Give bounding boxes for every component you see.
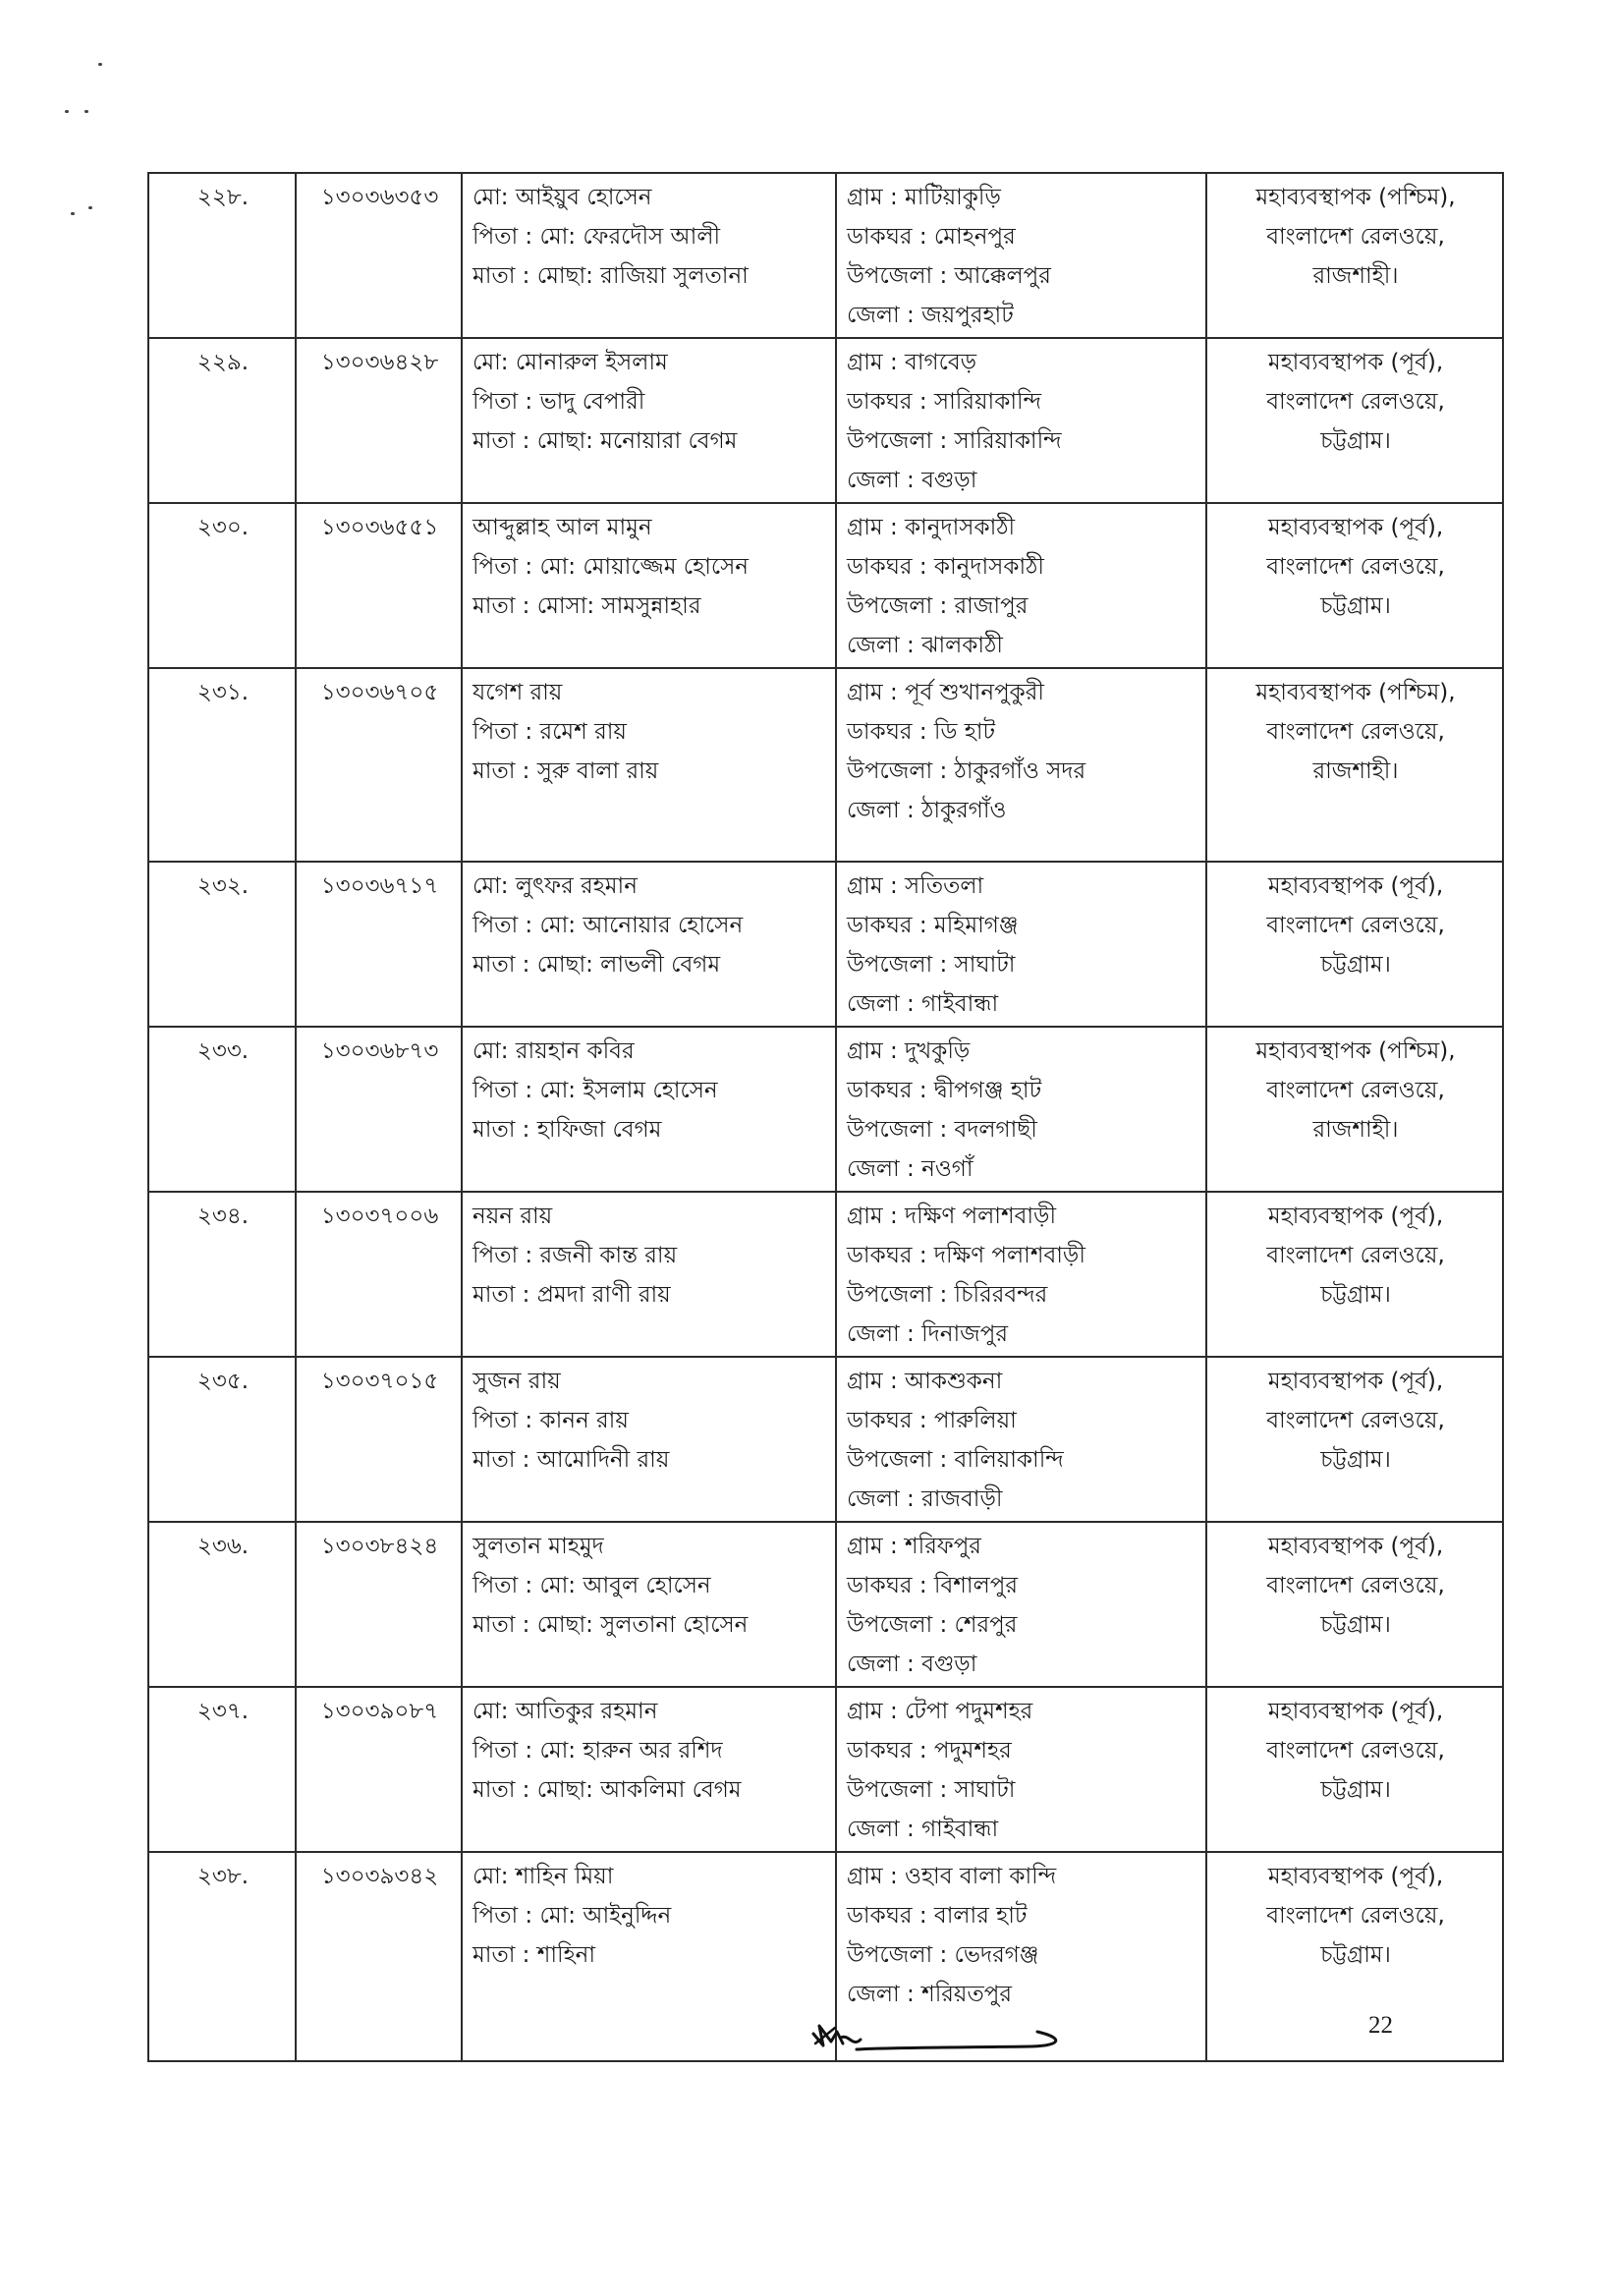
district: জেলা : রাজবাড়ী bbox=[847, 1486, 1003, 1512]
roll-number: ১৩০৩৬৮৭৩ bbox=[296, 1027, 462, 1192]
serial-number: ২৩৩. bbox=[148, 1027, 296, 1192]
office-title: মহাব্যবস্থাপক (পূর্ব), bbox=[1267, 1864, 1444, 1889]
posting-office bbox=[1206, 338, 1503, 503]
village: গ্রাম : টেপা পদুমশহর bbox=[847, 1699, 1033, 1724]
candidate-name: মো: মোনারুল ইসলাম bbox=[473, 350, 668, 375]
father-name: পিতা : মো: ইসলাম হোসেন bbox=[473, 1078, 718, 1103]
address bbox=[836, 1522, 1206, 1687]
table-row bbox=[148, 1192, 1503, 1357]
office-title: মহাব্যবস্থাপক (পূর্ব), bbox=[1267, 1369, 1444, 1394]
candidate-name: মো: আইয়ুব হোসেন bbox=[473, 185, 652, 210]
candidate-info bbox=[462, 862, 836, 1027]
district: জেলা : জয়পুরহাট bbox=[847, 303, 1014, 328]
office-org: বাংলাদেশ রেলওয়ে, bbox=[1266, 1738, 1445, 1764]
father-name: পিতা : রজনী কান্ত রায় bbox=[473, 1243, 678, 1268]
candidate-info bbox=[462, 668, 836, 862]
table-body bbox=[148, 173, 1503, 2061]
scan-speck bbox=[98, 63, 102, 66]
scan-speck bbox=[84, 110, 88, 113]
roll-number: ১৩০৩৬৩৫৩ bbox=[296, 173, 462, 338]
office-city: চট্টগ্রাম। bbox=[1320, 428, 1391, 454]
office-title: মহাব্যবস্থাপক (পশ্চিম), bbox=[1255, 185, 1456, 210]
candidate-info bbox=[462, 1027, 836, 1192]
roll-number: ১৩০৩৬৪২৮ bbox=[296, 338, 462, 503]
office-org: বাংলাদেশ রেলওয়ে, bbox=[1266, 224, 1445, 250]
candidate-name: মো: রায়হান কবির bbox=[473, 1038, 635, 1064]
district: জেলা : গাইবান্ধা bbox=[847, 991, 999, 1017]
post-office: ডাকঘর : পদুমশহর bbox=[847, 1738, 1012, 1764]
mother-name: মাতা : মোছা: মনোয়ারা বেগম bbox=[473, 428, 738, 454]
posting-office bbox=[1206, 1852, 1503, 2061]
candidate-name: মো: শাহিন মিয়া bbox=[473, 1864, 614, 1889]
candidate-info bbox=[462, 1357, 836, 1522]
roll-number: ১৩০৩৬৭০৫ bbox=[296, 668, 462, 862]
upazila: উপজেলা : সাঘাটা bbox=[847, 1777, 1016, 1803]
office-city: চট্টগ্রাম। bbox=[1320, 952, 1391, 978]
office-org: বাংলাদেশ রেলওয়ে, bbox=[1266, 389, 1445, 415]
scan-speck bbox=[71, 212, 75, 215]
address bbox=[836, 668, 1206, 862]
serial-number: ২২৯. bbox=[148, 338, 296, 503]
roll-number: ১৩০৩৮৪২৪ bbox=[296, 1522, 462, 1687]
roll-number: ১৩০৩৬৭১৭ bbox=[296, 862, 462, 1027]
district: জেলা : গাইবান্ধা bbox=[847, 1817, 999, 1842]
posting-office bbox=[1206, 862, 1503, 1027]
office-title: মহাব্যবস্থাপক (পূর্ব), bbox=[1267, 1204, 1444, 1229]
candidate-info bbox=[462, 1687, 836, 1852]
roll-number: ১৩০৩৬৫৫১ bbox=[296, 503, 462, 668]
upazila: উপজেলা : বদলগাছী bbox=[847, 1117, 1037, 1143]
post-office: ডাকঘর : দক্ষিণ পলাশবাড়ী bbox=[847, 1243, 1085, 1268]
upazila: উপজেলা : সাঘাটা bbox=[847, 952, 1016, 978]
address bbox=[836, 503, 1206, 668]
mother-name: মাতা : মোছা: রাজিয়া সুলতানা bbox=[473, 263, 749, 289]
mother-name: মাতা : মোছা: আকলিমা বেগম bbox=[473, 1777, 742, 1803]
mother-name: মাতা : সুরু বালা রায় bbox=[473, 758, 659, 784]
post-office: ডাকঘর : সারিয়াকান্দি bbox=[847, 389, 1042, 415]
serial-number: ২৩৫. bbox=[148, 1357, 296, 1522]
village: গ্রাম : কানুদাসকাঠী bbox=[847, 515, 1016, 540]
office-title: মহাব্যবস্থাপক (পশ্চিম), bbox=[1255, 1038, 1456, 1064]
candidate-info bbox=[462, 1852, 836, 2061]
post-office: ডাকঘর : পারুলিয়া bbox=[847, 1408, 1017, 1433]
post-office: ডাকঘর : বালার হাট bbox=[847, 1903, 1028, 1929]
handwritten-signature bbox=[806, 2014, 1071, 2063]
office-city: রাজশাহী। bbox=[1312, 1117, 1399, 1143]
village: গ্রাম : মাটিয়াকুড়ি bbox=[847, 185, 1001, 210]
village: গ্রাম : ওহাব বালা কান্দি bbox=[847, 1864, 1057, 1889]
village: গ্রাম : সতিতলা bbox=[847, 873, 984, 899]
upazila: উপজেলা : ভেদরগঞ্জ bbox=[847, 1942, 1039, 1968]
table-row bbox=[148, 173, 1503, 338]
office-title: মহাব্যবস্থাপক (পূর্ব), bbox=[1267, 1699, 1444, 1724]
office-title: মহাব্যবস্থাপক (পূর্ব), bbox=[1267, 873, 1444, 899]
roll-number: ১৩০৩৭০০৬ bbox=[296, 1192, 462, 1357]
office-org: বাংলাদেশ রেলওয়ে, bbox=[1266, 1903, 1445, 1929]
post-office: ডাকঘর : কানুদাসকাঠী bbox=[847, 554, 1044, 580]
roll-number: ১৩০৩৭০১৫ bbox=[296, 1357, 462, 1522]
serial-number: ২৩৬. bbox=[148, 1522, 296, 1687]
upazila: উপজেলা : চিরিরবন্দর bbox=[847, 1282, 1048, 1308]
address bbox=[836, 338, 1206, 503]
mother-name: মাতা : প্রমদা রাণী রায় bbox=[473, 1282, 671, 1308]
candidate-info bbox=[462, 173, 836, 338]
candidate-name: যগেশ রায় bbox=[473, 680, 563, 705]
father-name: পিতা : মো: হারুন অর রশিদ bbox=[473, 1738, 723, 1764]
serial-number: ২৩১. bbox=[148, 668, 296, 862]
district: জেলা : শরিয়তপুর bbox=[847, 1982, 1012, 2007]
village: গ্রাম : দক্ষিণ পলাশবাড়ী bbox=[847, 1204, 1057, 1229]
posting-office bbox=[1206, 1027, 1503, 1192]
address bbox=[836, 1027, 1206, 1192]
office-org: বাংলাদেশ রেলওয়ে, bbox=[1266, 1408, 1445, 1433]
scan-speck bbox=[88, 206, 92, 209]
district: জেলা : দিনাজপুর bbox=[847, 1321, 1008, 1347]
district: জেলা : নওগাঁ bbox=[847, 1156, 973, 1182]
serial-number: ২৩৭. bbox=[148, 1687, 296, 1852]
posting-office bbox=[1206, 1192, 1503, 1357]
candidate-info bbox=[462, 1192, 836, 1357]
mother-name: মাতা : শাহিনা bbox=[473, 1942, 596, 1968]
district: জেলা : বগুড়া bbox=[847, 1652, 977, 1677]
office-city: চট্টগ্রাম। bbox=[1320, 1612, 1391, 1638]
office-city: চট্টগ্রাম। bbox=[1320, 1447, 1391, 1473]
table-row bbox=[148, 668, 1503, 862]
village: গ্রাম : পূর্ব শুখানপুকুরী bbox=[847, 680, 1045, 705]
serial-number: ২৩২. bbox=[148, 862, 296, 1027]
upazila: উপজেলা : বালিয়াকান্দি bbox=[847, 1447, 1064, 1473]
office-org: বাংলাদেশ রেলওয়ে, bbox=[1266, 554, 1445, 580]
candidate-info bbox=[462, 338, 836, 503]
serial-number: ২৩৪. bbox=[148, 1192, 296, 1357]
address bbox=[836, 862, 1206, 1027]
father-name: পিতা : মো: মোয়াজ্জেম হোসেন bbox=[473, 554, 750, 580]
mother-name: মাতা : মোছা: লাভলী বেগম bbox=[473, 952, 721, 978]
district: জেলা : ঠাকুরগাঁও bbox=[847, 798, 1007, 823]
father-name: পিতা : মো: আইনুদ্দিন bbox=[473, 1903, 672, 1929]
office-city: চট্টগ্রাম। bbox=[1320, 593, 1391, 619]
upazila: উপজেলা : রাজাপুর bbox=[847, 593, 1029, 619]
upazila: উপজেলা : সারিয়াকান্দি bbox=[847, 428, 1062, 454]
table-row bbox=[148, 503, 1503, 668]
candidate-name: মো: আতিকুর রহমান bbox=[473, 1699, 658, 1724]
district: জেলা : বগুড়া bbox=[847, 468, 977, 493]
father-name: পিতা : ভাদু বেপারী bbox=[473, 389, 645, 415]
candidate-name: সুলতান মাহমুদ bbox=[473, 1534, 604, 1559]
address bbox=[836, 173, 1206, 338]
roll-number: ১৩০৩৯০৮৭ bbox=[296, 1687, 462, 1852]
posting-office bbox=[1206, 173, 1503, 338]
posting-office bbox=[1206, 1522, 1503, 1687]
office-city: চট্টগ্রাম। bbox=[1320, 1282, 1391, 1308]
posting-office bbox=[1206, 668, 1503, 862]
table-row bbox=[148, 862, 1503, 1027]
office-title: মহাব্যবস্থাপক (পূর্ব), bbox=[1267, 350, 1444, 375]
office-city: চট্টগ্রাম। bbox=[1320, 1777, 1391, 1803]
page-number: 22 bbox=[1368, 2012, 1393, 2039]
candidate-name: সুজন রায় bbox=[473, 1369, 561, 1394]
posting-office bbox=[1206, 1687, 1503, 1852]
upazila: উপজেলা : শেরপুর bbox=[847, 1612, 1018, 1638]
office-title: মহাব্যবস্থাপক (পূর্ব), bbox=[1267, 1534, 1444, 1559]
village: গ্রাম : শরিফপুর bbox=[847, 1534, 981, 1559]
father-name: পিতা : কানন রায় bbox=[473, 1408, 629, 1433]
table-row bbox=[148, 1687, 1503, 1852]
office-title: মহাব্যবস্থাপক (পশ্চিম), bbox=[1255, 680, 1456, 705]
candidate-info bbox=[462, 1522, 836, 1687]
post-office: ডাকঘর : ডি হাট bbox=[847, 719, 996, 745]
village: গ্রাম : দুখকুড়ি bbox=[847, 1038, 971, 1064]
mother-name: মাতা : আমোদিনী রায় bbox=[473, 1447, 670, 1473]
village: গ্রাম : বাগবেড় bbox=[847, 350, 977, 375]
candidate-name: আব্দুল্লাহ আল মামুন bbox=[473, 515, 652, 540]
office-org: বাংলাদেশ রেলওয়ে, bbox=[1266, 1243, 1445, 1268]
upazila: উপজেলা : ঠাকুরগাঁও সদর bbox=[847, 758, 1086, 784]
post-office: ডাকঘর : দ্বীপগঞ্জ হাট bbox=[847, 1078, 1042, 1103]
table-row bbox=[148, 1522, 1503, 1687]
post-office: ডাকঘর : মহিমাগঞ্জ bbox=[847, 913, 1019, 938]
serial-number: ২২৮. bbox=[148, 173, 296, 338]
father-name: পিতা : রমেশ রায় bbox=[473, 719, 627, 745]
office-org: বাংলাদেশ রেলওয়ে, bbox=[1266, 913, 1445, 938]
serial-number: ২৩৮. bbox=[148, 1852, 296, 2061]
table-row bbox=[148, 1027, 1503, 1192]
father-name: পিতা : মো: ফেরদৌস আলী bbox=[473, 224, 721, 250]
office-city: চট্টগ্রাম। bbox=[1320, 1942, 1391, 1968]
recruitment-table bbox=[147, 172, 1504, 2062]
candidate-name: মো: লুৎফর রহমান bbox=[473, 873, 638, 899]
posting-office bbox=[1206, 503, 1503, 668]
address bbox=[836, 1687, 1206, 1852]
serial-number: ২৩০. bbox=[148, 503, 296, 668]
office-city: রাজশাহী। bbox=[1312, 263, 1399, 289]
mother-name: মাতা : হাফিজা বেগম bbox=[473, 1117, 662, 1143]
posting-office bbox=[1206, 1357, 1503, 1522]
roll-number: ১৩০৩৯৩৪২ bbox=[296, 1852, 462, 2061]
mother-name: মাতা : মোসা: সামসুন্নাহার bbox=[473, 593, 701, 619]
office-title: মহাব্যবস্থাপক (পূর্ব), bbox=[1267, 515, 1444, 540]
office-city: রাজশাহী। bbox=[1312, 758, 1399, 784]
father-name: পিতা : মো: আনোয়ার হোসেন bbox=[473, 913, 744, 938]
table-row bbox=[148, 1357, 1503, 1522]
address bbox=[836, 1357, 1206, 1522]
candidate-info bbox=[462, 503, 836, 668]
post-office: ডাকঘর : মোহনপুর bbox=[847, 224, 1016, 250]
district: জেলা : ঝালকাঠী bbox=[847, 633, 1003, 658]
village: গ্রাম : আকশুকনা bbox=[847, 1369, 1003, 1394]
mother-name: মাতা : মোছা: সুলতানা হোসেন bbox=[473, 1612, 749, 1638]
father-name: পিতা : মো: আবুল হোসেন bbox=[473, 1573, 711, 1598]
address bbox=[836, 1192, 1206, 1357]
office-org: বাংলাদেশ রেলওয়ে, bbox=[1266, 1573, 1445, 1598]
scan-speck bbox=[65, 110, 69, 113]
office-org: বাংলাদেশ রেলওয়ে, bbox=[1266, 1078, 1445, 1103]
candidate-name: নয়ন রায় bbox=[473, 1204, 553, 1229]
post-office: ডাকঘর : বিশালপুর bbox=[847, 1573, 1018, 1598]
upazila: উপজেলা : আক্কেলপুর bbox=[847, 263, 1051, 289]
office-org: বাংলাদেশ রেলওয়ে, bbox=[1266, 719, 1445, 745]
table-row bbox=[148, 338, 1503, 503]
